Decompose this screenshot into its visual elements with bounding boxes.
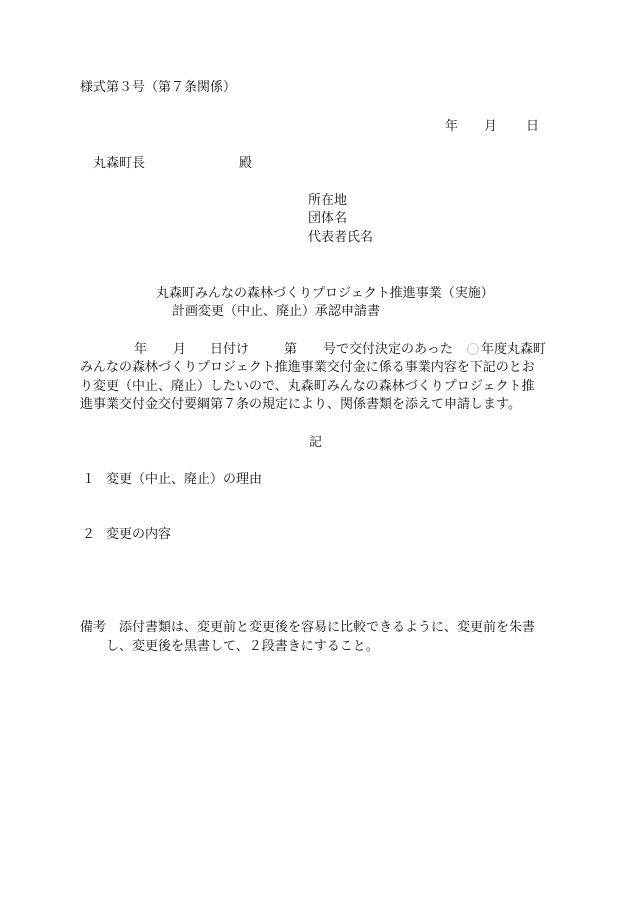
item-2-label: 変更の内容 [106,527,172,542]
applicant-representative: 代表者氏名 [308,230,374,245]
document-title-line2: 計画変更（中止、廃止）承認申請書 [172,304,381,319]
body-number-suffix: 号で交付決定のあった [323,342,453,357]
addressee-honorific: 殿 [239,156,253,171]
applicant-location: 所在地 [308,193,348,208]
remarks-label: 備考 [80,620,107,635]
body-number-prefix: 第 [284,342,298,357]
body-day-suffix: 日付け [210,342,250,357]
item-1-label: 変更（中止、廃止）の理由 [106,472,263,487]
body-line-4: 進事業交付金交付要綱第７条の規定により、関係書類を添えて申請します。 [80,397,521,412]
applicant-organization: 団体名 [308,211,348,226]
date-month: 月 [484,119,498,134]
body-year: 年 [134,342,148,357]
form-number: 様式第３号（第７条関係） [80,80,237,95]
body-line-2: みんなの森林づくりプロジェクト推進事業交付金に係る事業内容を下記のとお [80,360,535,375]
document-title-line1: 丸森町みんなの森林づくりプロジェクト推進事業（実施） [156,286,494,301]
body-line-3: り変更（中止、廃止）したいので、丸森町みんなの森林づくりプロジェクト推 [80,379,535,394]
item-1-number: １ [82,472,96,487]
item-2-number: ２ [82,527,96,542]
date-year: 年 [445,119,459,134]
body-month: 月 [173,342,187,357]
ki-heading: 記 [309,435,323,450]
remarks-line1: 添付書類は、変更前と変更後を容易に比較できるように、変更前を朱書 [119,620,536,635]
date-day: 日 [526,119,540,134]
body-fiscal-year: 年度丸森町 [467,342,546,358]
remarks-line2: し、変更後を黒書して、２段書きにすること。 [106,639,379,654]
addressee-name: 丸森町長 [93,156,146,171]
era-circle-icon [467,343,479,355]
